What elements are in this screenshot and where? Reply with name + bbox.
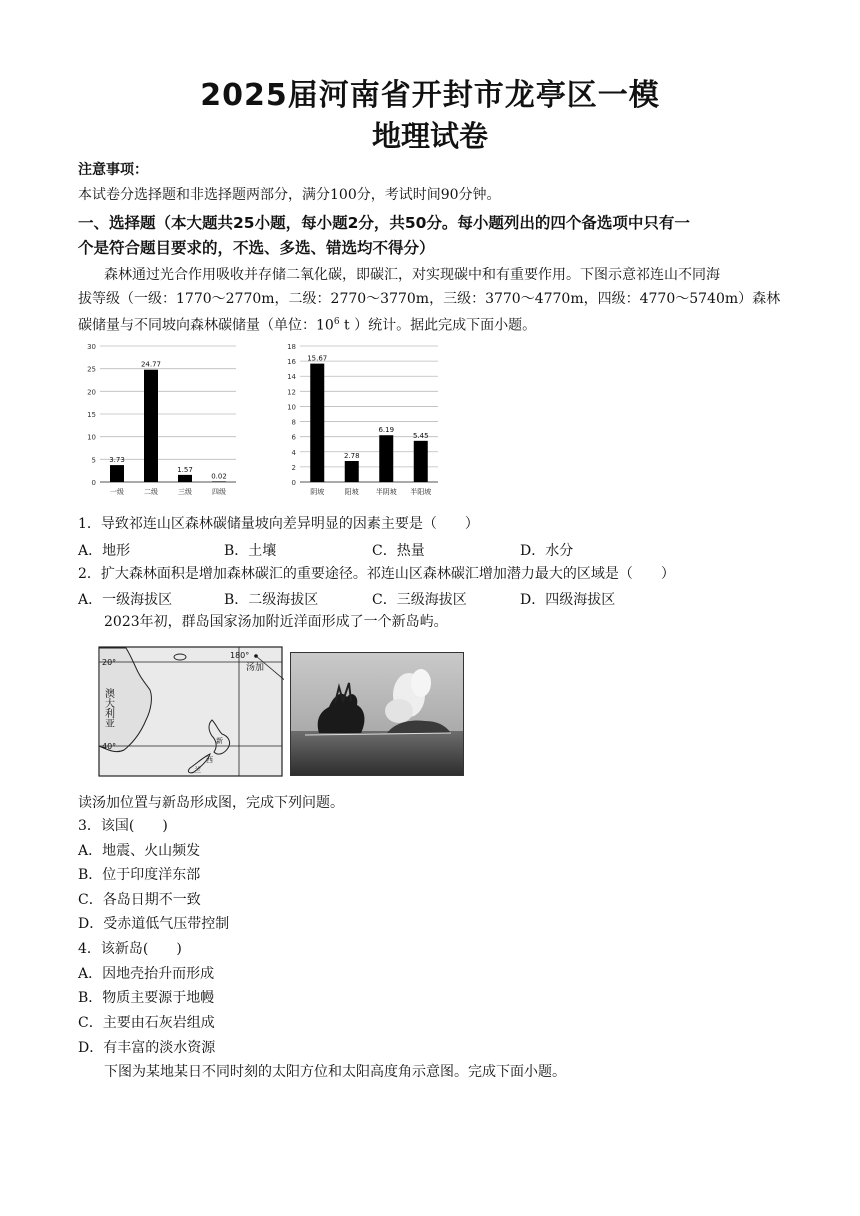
bar-value-label: 2.78 [343,451,360,460]
section-heading-line1: 一、选择题（本大题共25小题，每小题2分，共50分。每小题列出的四个备选项中只有一 [78,214,690,232]
q2-option-c[interactable]: C．三级海拔区 [372,592,467,608]
y-tick-label: 0 [91,479,96,487]
y-tick-label: 8 [291,418,296,427]
passage1-line1: 森林通过光合作用吸收并存储二氧化碳，即碳汇，对实现碳中和有重要作用。下图示意祁连山不同海 [104,267,720,283]
y-tick-label: 10 [287,403,296,412]
bar-半阴坡 [379,435,393,482]
bar-value-label: 3.73 [109,456,125,465]
bar-value-label: 0.02 [211,472,227,481]
x-tick-label: 三级 [178,488,192,496]
q2-option-b[interactable]: B．二级海拔区 [224,592,319,608]
map-nz-label-3: 兰 [194,766,201,774]
map-australia-label: 澳大利亚 [102,688,114,728]
y-tick-label: 15 [87,411,96,419]
passage3-text: 下图为某地某日不同时刻的太阳方位和太阳高度角示意图。完成下面小题。 [104,1064,566,1080]
bar-一级 [110,465,124,482]
q1-option-b[interactable]: B．土壤 [224,543,277,559]
x-tick-label: 二级 [144,488,158,496]
x-tick-label: 阳坡 [344,488,359,496]
q2-stem: 2．扩大森林面积是增加森林碳汇的重要途径。祁连山区森林碳汇增加潜力最大的区域是（ ） [78,566,675,582]
bar-半阳坡 [414,441,428,482]
y-tick-label: 6 [291,433,296,442]
map-lon180-label: 180° [230,651,250,660]
q2-option-d[interactable]: D．四级海拔区 [520,592,616,608]
passage1-line2: 拔等级（一级：1770～2770m，二级：2770～3770m，三级：3770～4770m，四级：4770～5740m）森林 [78,291,781,307]
y-tick-label: 5 [91,456,96,465]
q2-option-a[interactable]: A．一级海拔区 [78,592,173,608]
bar-阴坡 [310,364,324,482]
notice-heading: 注意事项： [78,162,148,178]
q4-option-d[interactable]: D．有丰富的淡水资源 [78,1040,216,1056]
q3-option-b[interactable]: B．位于印度洋东部 [78,867,201,883]
bar-value-label: 5.45 [412,431,429,440]
q1-stem: 1．导致祁连山区森林碳储量坡向差异明显的因素主要是（ ） [78,516,479,532]
q3-option-d[interactable]: D．受赤道低气压带控制 [78,916,230,932]
y-tick-label: 14 [287,373,296,382]
bar-value-label: 24.77 [140,360,162,369]
q3-option-c[interactable]: C．各岛日期不一致 [78,892,201,908]
exam-title: 2025届河南省开封市龙亭区一模 [200,78,660,113]
passage2-text: 2023年初，群岛国家汤加附近洋面形成了一个新岛屿。 [104,614,448,630]
tonga-location-map [98,646,284,778]
x-tick-label: 一级 [110,488,124,496]
x-tick-label: 四级 [212,488,226,496]
map-tonga-label: 汤加 [246,663,265,673]
y-tick-label: 10 [87,433,96,442]
bar-value-label: 1.57 [177,465,193,474]
bar-二级 [144,370,158,482]
map-lat20-label: 20° [102,658,117,667]
y-tick-label: 4 [291,448,296,457]
bar-三级 [178,475,192,482]
q3-option-a[interactable]: A．地震、火山频发 [78,843,201,859]
x-tick-label: 半阴坡 [375,488,397,496]
y-tick-label: 16 [287,358,296,367]
bar-value-label: 6.19 [378,426,395,435]
altitude-carbon-chart [80,340,250,502]
map-lat40-label: 40° [102,742,117,751]
x-tick-label: 半阳坡 [410,488,432,496]
q4-stem: 4．该新岛( ) [78,941,182,957]
q4-option-b[interactable]: B．物质主要源于地幔 [78,990,215,1006]
q4-option-a[interactable]: A．因地壳抬升而形成 [78,966,215,982]
q1-option-c[interactable]: C．热量 [372,543,425,559]
y-tick-label: 2 [291,463,296,472]
bar-阳坡 [345,461,359,482]
passage1-line3: 碳储量与不同坡向森林碳储量（单位：$10^6$ t ）统计。据此完成下面小题。 [78,317,537,334]
y-tick-label: 25 [87,365,96,374]
map-caption: 读汤加位置与新岛形成图，完成下列问题。 [78,795,344,811]
y-tick-label: 20 [87,388,96,397]
map-nz-label-1: 新 [216,737,223,745]
q4-option-c[interactable]: C．主要由石灰岩组成 [78,1015,215,1031]
notice-text: 本试卷分选择题和非选择题两部分，满分100分，考试时间90分钟。 [78,187,501,203]
bar-value-label: 15.67 [307,354,328,363]
y-tick-label: 18 [287,343,296,351]
y-tick-label: 30 [87,343,96,351]
x-tick-label: 阴坡 [310,488,325,496]
bar-四级 [212,481,226,482]
exam-subtitle: 地理试卷 [371,119,488,153]
new-island-photo [290,652,464,776]
y-tick-label: 0 [291,479,296,487]
map-nz-label-2: 西 [206,756,213,764]
section-heading-line2: 个是符合题目要求的，不选、多选、错选均不得分） [78,239,435,257]
q1-option-d[interactable]: D．水分 [520,543,574,559]
q3-stem: 3．该国( ) [78,818,168,834]
y-tick-label: 12 [287,388,296,397]
aspect-carbon-chart [280,340,445,502]
q1-option-a[interactable]: A．地形 [78,543,131,559]
